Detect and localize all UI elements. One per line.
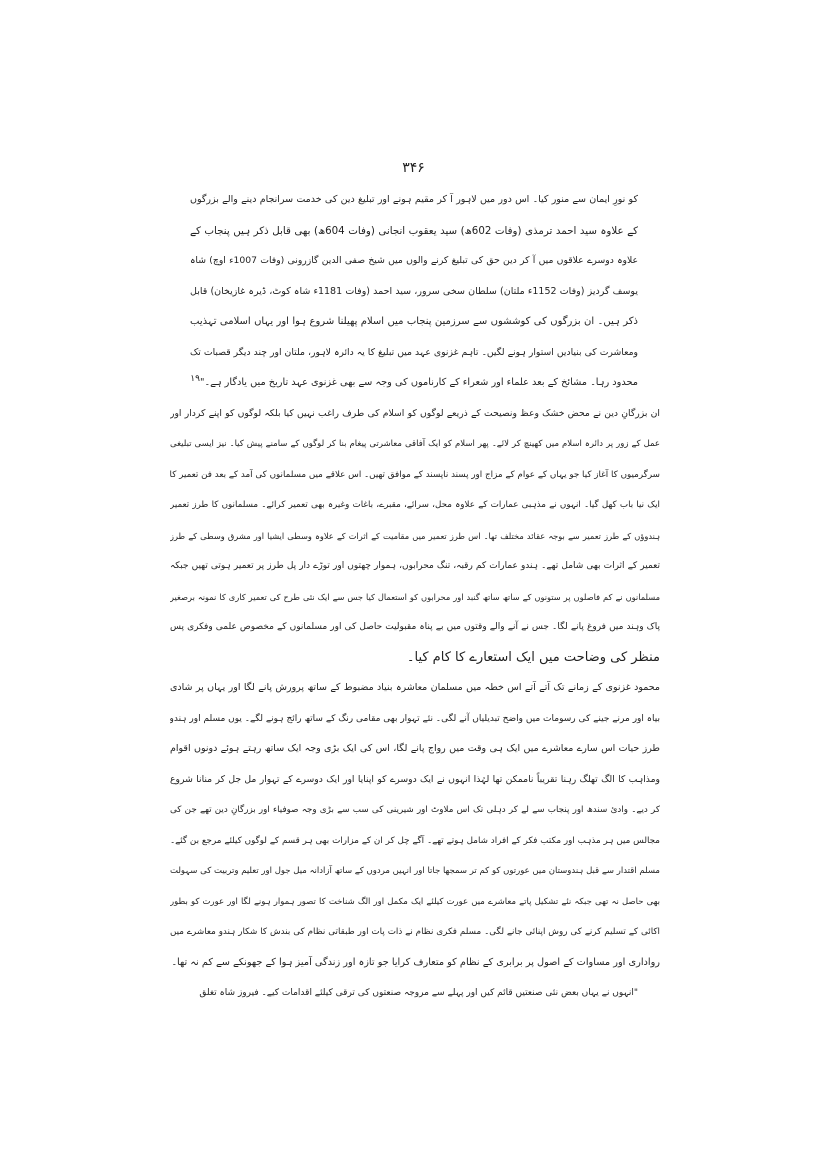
paragraph-2 <box>170 673 660 978</box>
footnote-ref: ۱۹ <box>190 373 200 384</box>
paragraph-line: پاک وہند میں فروغ پانے لگا۔ جس نے آنے والے وقتوں میں بے پناہ مقبولیت حاصل کی اور مسلمانوں کے مخصوص علمی وفکری پس <box>170 622 660 632</box>
paragraph-line: بیاہ اور مرنے جینے کی رسومات میں واضح تبدیلیاں آنے لگی۔ نئے تہوار بھی مقامی رنگ کے ساتھ رائج ہونے لگے۔ یوں مسلم اور ہندو <box>170 713 660 724</box>
paragraph-line: مسلم اقتدار سے قبل ہندوستان میں عورتوں کو کم تر سمجھا جاتا اور انہیں مردوں کے ساتھ آزادانہ میل جول اور تعلیم وتربیت کی سہولت <box>170 866 660 876</box>
paragraph-line: "انہوں نے یہاں بعض نئی صنعتیں قائم کیں اور پہلے سے مروجہ صنعتوں کی ترقی کیلئے اقدامات کیے۔ فیروز شاہ تغلق <box>199 988 638 998</box>
quote-line: علاوہ دوسرے علاقوں میں آ کر دین حق کی تبلیغ کرنے والوں میں شیخ صفی الدین گازرونی (وفات 1007ء اوچ) شاہ <box>190 255 638 266</box>
paragraph-line: سرگرمیوں کا آغاز کیا جو یہاں کے عوام کے مزاج اور پسند ناپسند کے موافق تھیں۔ اس علاقے میں مسلمانوں کی آمد کے بعد فن تعمیر کا <box>170 469 660 480</box>
paragraph-line: تعمیر کے اثرات بھی شامل تھے۔ ہندو عمارات کم رقبہ، تنگ محرابوں، ہموار چھتوں اور توڑے دار پل طرز پر تعمیر ہوتی تھیں جبکہ <box>170 561 660 571</box>
page-number: ۳۴۶ <box>402 160 425 176</box>
paragraph-3-quote <box>170 978 660 1009</box>
paragraph-line: ان بزرگانِ دین نے محض خشک وعظ ونصیحت کے ذریعے لوگوں کو اسلام کی طرف راغب نہیں کیا بلکہ لوگوں کو اپنے کردار اور <box>170 407 660 419</box>
paragraph-line: ومذاہب کا الگ تھلگ رہنا تقریباً ناممکن تھا لہٰذا انہوں نے ایک دوسرے کو اپنایا اور ایک دوسرے کے تہوار مل جل کر منانا شروع <box>170 773 660 785</box>
paragraph-line: مسلمانوں نے کم فاصلوں پر ستونوں کے ساتھ ساتھ گنبد اور محرابوں کو استعمال کیا جس سے ایک نئی طرح کی تعمیر کاری کا نمونہ برصغیر <box>170 591 660 602</box>
paragraph-line: عمل کے زور پر دائرہ اسلام میں کھینچ کر لائے۔ پھر اسلام کو ایک آفاقی معاشرتی پیغام بنا کر لوگوں کے سامنے پیش کیا۔ نیز ایسی تبلیغی <box>170 439 660 449</box>
paragraph-line: محمود غزنوی کے زمانے تک آتے آتے اس خطہ میں مسلمان معاشرہ بنیاد مضبوط کے ساتھ پرورش پانے لگا اور یہاں پر شادی <box>170 682 660 693</box>
paragraph-line: ہندوؤں کے طرز تعمیر سے بوجہ عقائد مختلف تھا۔ اس طرز تعمیر میں مقامیت کے اثرات کے علاوہ وسطی ایشیا اور مشرق وسطی کے طرز <box>170 530 660 541</box>
paragraph-line: رواداری اور مساوات کے اصول پر برابری کے نظام کو متعارف کرایا جو تازہ اور زندگی آمیز ہوا کے جھونکے سے کم نہ تھا۔ <box>171 956 660 968</box>
paragraph-line: مجالس میں ہر مذہب اور مکتب فکر کے افراد شامل ہوتے تھے۔ آگے چل کر ان کے مزارات بھی ہر قسم کے لوگوں کیلئے مرجع بن گئے۔ <box>170 835 660 846</box>
paragraph-line: ایک نیا باب کھل گیا۔ انہوں نے مذہبی عمارات کے علاوہ محل، سرائے، مقبرے، باغات وغیرہ بھی تعمیر کرائے۔ مسلمانوں کا طرز تعمیر <box>170 500 660 510</box>
quote-line: یوسف گردیز (وفات 1152ء ملتان) سلطان سخی سرور، سید احمد (وفات 1181ء شاہ کوٹ، ڈیرہ غازیخان) قابل <box>190 285 638 297</box>
quote-line: کے علاوہ سید احمد ترمذی (وفات 602ھ) سید یعقوب انجانی (وفات 604ھ) بھی قابل ذکر ہیں پنجاب کے <box>190 224 638 237</box>
quote-line-last <box>190 368 638 399</box>
document-body <box>170 185 660 1009</box>
quote-line: ذکر ہیں۔ ان بزرگوں کی کوششوں سے سرزمین پنجاب میں اسلام پھیلنا شروع ہوا اور یہاں اسلامی تہذیب <box>190 316 638 327</box>
paragraph-line: بھی حاصل نہ تھی جبکہ نئے تشکیل پاتے معاشرے میں عورت کیلئے ایک مکمل اور الگ شناخت کا تصور ہموار ہونے لگا اور عورت کو بطور <box>170 896 660 907</box>
paragraph-line: کر دیے۔ وادیٔ سندھ اور پنجاب سے لے کر دہلی تک اس ملاوٹ اور شیرینی کی سب سے بڑی وجہ صوفیاء اور بزرگانِ دین تھے جن کی <box>170 805 660 815</box>
paragraph-1 <box>170 399 660 674</box>
quote-line: کو نورِ ایمان سے منور کیا۔ اس دور میں لاہور آ کر مقیم ہونے اور تبلیغ دین کی خدمت سرانجام دینے والے بزرگوں <box>190 194 638 205</box>
paragraph-line: اکائی کے تسلیم کرنے کی روش اپنائی جانے لگی۔ مسلم فکری نظام نے ذات پات اور طبقاتی نظام کی بندش کا شکار ہندو معاشرے میں <box>170 927 660 937</box>
paragraph-line: منظر کی وضاحت میں ایک استعارے کا کام کیا۔ <box>406 649 660 665</box>
quote-block <box>170 185 660 399</box>
paragraph-line: طرز حیات اس سارے معاشرے میں ایک ہی وقت میں رواج پانے لگا، اس کی ایک بڑی وجہ ایک ساتھ رہتے ہوئے دونوں اقوام <box>170 743 660 754</box>
quote-line: ومعاشرت کی بنیادیں استوار ہونے لگیں۔ تاہم غزنوی عہد میں تبلیغ کا یہ دائرہ لاہور، ملتان اور چند دیگر قصبات تک <box>190 346 638 358</box>
quote-line-text: محدود رہا۔ مشائخ کے بعد علماء اور شعراء کے کارناموں کی وجہ سے بھی غزنوی عہد تاریخ میں یادگار ہے۔" <box>199 377 638 388</box>
